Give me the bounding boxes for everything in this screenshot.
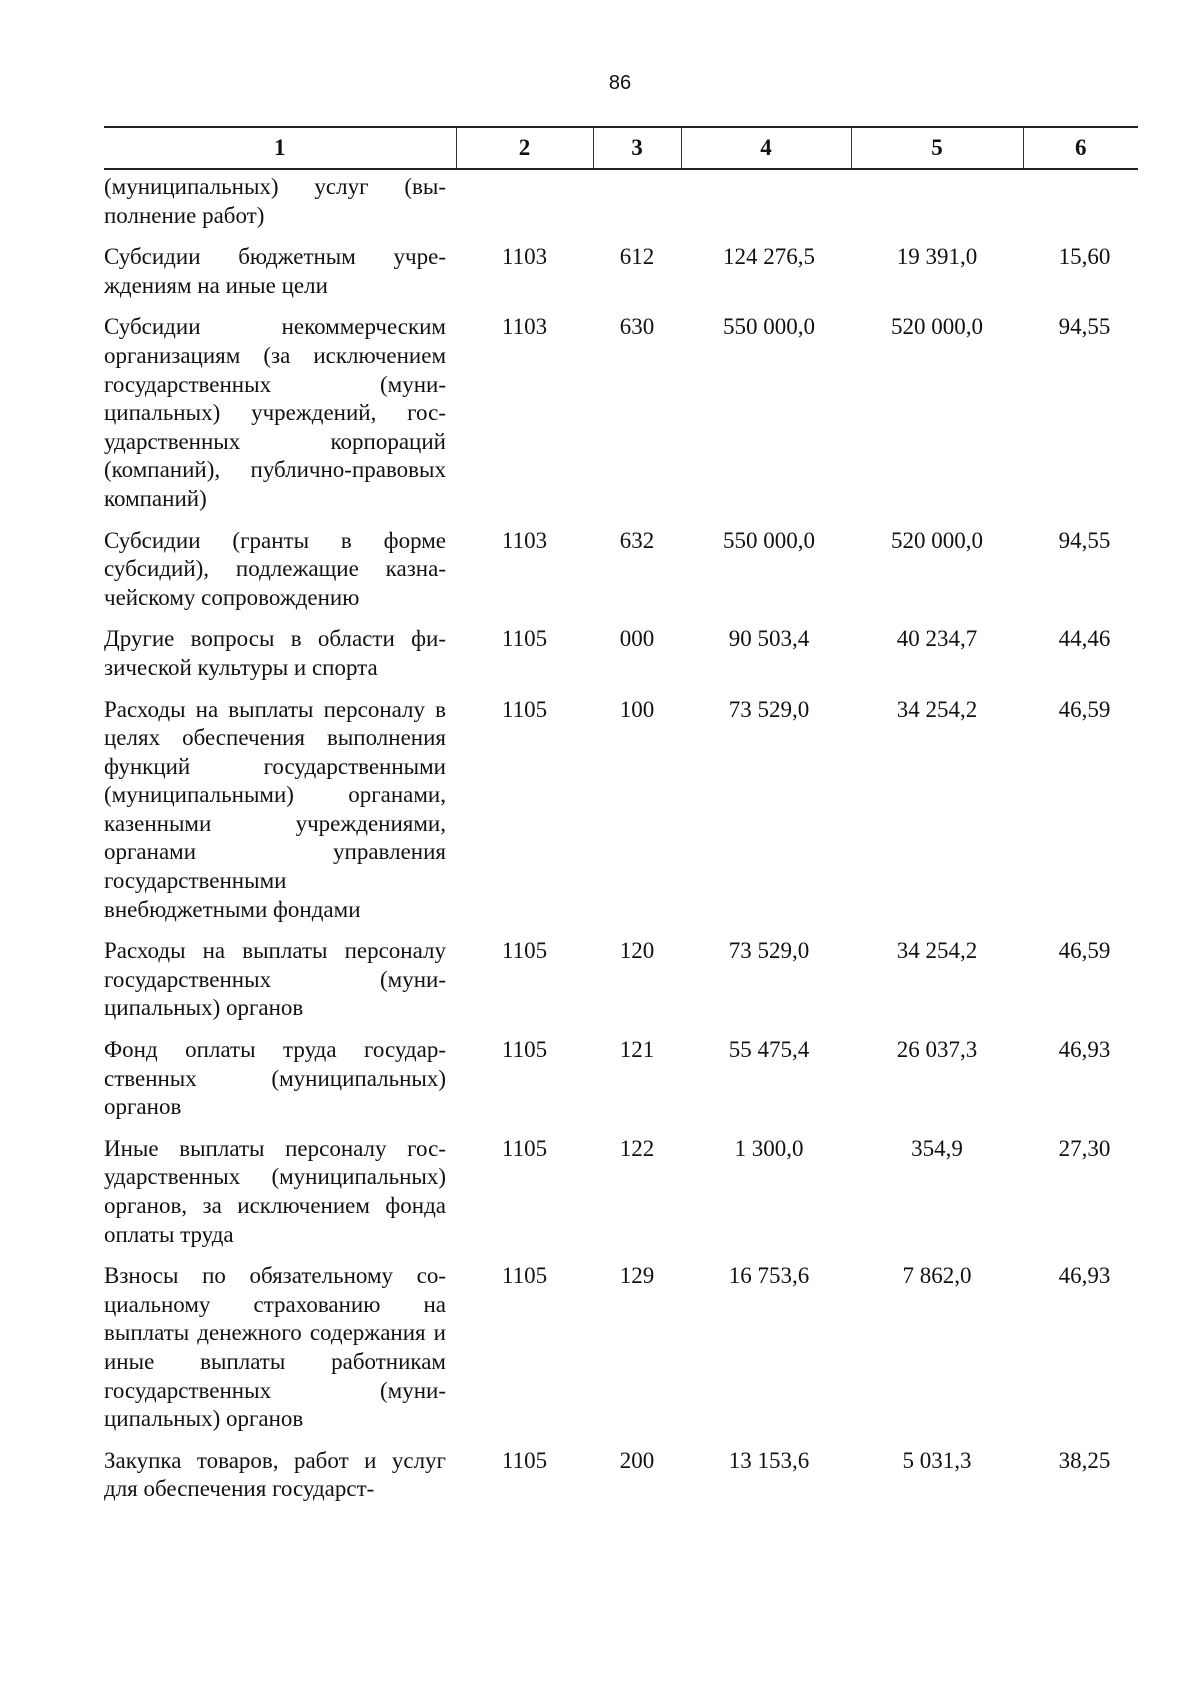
row-approved-amount: 73 529,0 [728, 938, 810, 964]
row-expense-type: 630 [619, 314, 655, 340]
row-description: Расходы на выплаты персоналу государственных (муниципальных) органов [104, 938, 446, 1021]
table-row [104, 1135, 1138, 1262]
row-expense-type: 121 [619, 1037, 655, 1063]
row-description: Субсидии бюджетным учреждениям на иные цели [104, 244, 446, 298]
row-section-code: 1105 [501, 1447, 548, 1473]
row-execution-percent: 38,25 [1058, 1447, 1111, 1473]
row-expense-type [593, 169, 681, 243]
table-row [104, 1262, 1138, 1447]
row-approved-amount: 550 000,0 [723, 314, 815, 340]
row-execution-percent: 46,93 [1058, 1263, 1111, 1289]
row-description: Другие вопросы в области физической культуры и спорта [104, 626, 446, 680]
header-cell-1: 1 [104, 127, 456, 169]
row-approved-amount: 124 276,5 [723, 244, 815, 270]
row-description: Субсидии (гранты в форме субсидий), подлежащие казначейскому сопровождению [104, 527, 446, 610]
budget-table [104, 126, 1138, 1517]
row-executed-amount: 26 037,3 [896, 1037, 978, 1063]
table-row [104, 169, 1138, 243]
row-executed-amount: 354,9 [911, 1135, 963, 1161]
row-section-code: 1105 [501, 1263, 548, 1289]
row-executed-amount: 40 234,7 [896, 626, 978, 652]
table-row [104, 527, 1138, 626]
row-approved-amount: 16 753,6 [728, 1263, 810, 1289]
table-row [104, 937, 1138, 1036]
row-expense-type: 129 [619, 1263, 655, 1289]
row-approved-amount: 550 000,0 [723, 527, 815, 553]
row-approved-amount: 55 475,4 [728, 1037, 810, 1063]
row-expense-type: 632 [619, 527, 655, 553]
row-executed-amount [851, 169, 1023, 243]
row-description: (муниципальных) услуг (выполнение работ) [104, 174, 446, 228]
row-approved-amount: 13 153,6 [728, 1447, 810, 1473]
row-section-code: 1103 [501, 527, 548, 553]
header-cell-5: 5 [851, 127, 1023, 169]
row-section-code: 1105 [501, 1135, 548, 1161]
row-executed-amount: 34 254,2 [896, 938, 978, 964]
row-description: Расходы на выплаты персоналу в целях обеспечения выполнения функций государственными (муниципальными) органами, казенными учреждениями, органами управления государственными внебюджетными фондами [104, 696, 446, 922]
row-execution-percent: 46,59 [1058, 938, 1111, 964]
row-approved-amount: 73 529,0 [728, 696, 810, 722]
row-description: Фонд оплаты труда государственных (муниципальных) органов [104, 1037, 446, 1120]
row-section-code: 1103 [501, 244, 548, 270]
table-row [104, 243, 1138, 313]
row-section-code: 1105 [501, 938, 548, 964]
row-expense-type: 120 [619, 938, 655, 964]
row-description: Субсидии некоммерческим организациям (за исключением государственных (муниципальных) учреждений, государственных корпораций (компаний), публично-правовых компаний) [104, 314, 446, 511]
table-row [104, 696, 1138, 938]
row-approved-amount: 90 503,4 [728, 626, 810, 652]
row-approved-amount: 1 300,0 [734, 1135, 804, 1161]
row-expense-type: 122 [619, 1135, 655, 1161]
header-row [104, 127, 1138, 169]
row-executed-amount: 520 000,0 [891, 527, 983, 553]
table-row [104, 1447, 1138, 1517]
header-cell-2: 2 [456, 127, 593, 169]
row-expense-type: 612 [619, 244, 655, 270]
row-section-code: 1105 [501, 696, 548, 722]
row-section-code [456, 169, 593, 243]
row-expense-type: 100 [619, 696, 655, 722]
row-execution-percent: 27,30 [1058, 1135, 1111, 1161]
row-executed-amount: 34 254,2 [896, 696, 978, 722]
row-executed-amount: 7 862,0 [902, 1263, 972, 1289]
row-description: Взносы по обязательному социальному страхованию на выплаты денежного содержания и иные выплаты работникам государственных (муниципальных) органов [104, 1263, 446, 1432]
row-execution-percent: 46,93 [1058, 1037, 1111, 1063]
header-cell-6: 6 [1023, 127, 1138, 169]
row-expense-type: 000 [619, 626, 655, 652]
header-cell-3: 3 [593, 127, 681, 169]
row-execution-percent: 44,46 [1058, 626, 1111, 652]
row-executed-amount: 5 031,3 [902, 1447, 972, 1473]
table-row [104, 313, 1138, 526]
row-section-code: 1105 [501, 626, 548, 652]
row-execution-percent: 94,55 [1058, 527, 1111, 553]
row-section-code: 1103 [501, 314, 548, 340]
header-cell-4: 4 [681, 127, 851, 169]
table-row [104, 1036, 1138, 1135]
row-description: Закупка товаров, работ и услуг для обеспечения государст- [104, 1447, 446, 1502]
row-executed-amount: 520 000,0 [891, 314, 983, 340]
row-execution-percent [1023, 169, 1138, 243]
row-approved-amount [681, 169, 851, 243]
row-execution-percent: 94,55 [1058, 314, 1111, 340]
row-executed-amount: 19 391,0 [896, 244, 978, 270]
table-row [104, 625, 1138, 695]
row-execution-percent: 46,59 [1058, 696, 1111, 722]
page-number: 86 [608, 72, 632, 94]
row-section-code: 1105 [501, 1037, 548, 1063]
row-expense-type: 200 [619, 1447, 655, 1473]
row-execution-percent: 15,60 [1058, 244, 1111, 270]
row-description: Иные выплаты персоналу государственных (муниципальных) органов, за исключением фонда оплаты труда [104, 1135, 446, 1247]
